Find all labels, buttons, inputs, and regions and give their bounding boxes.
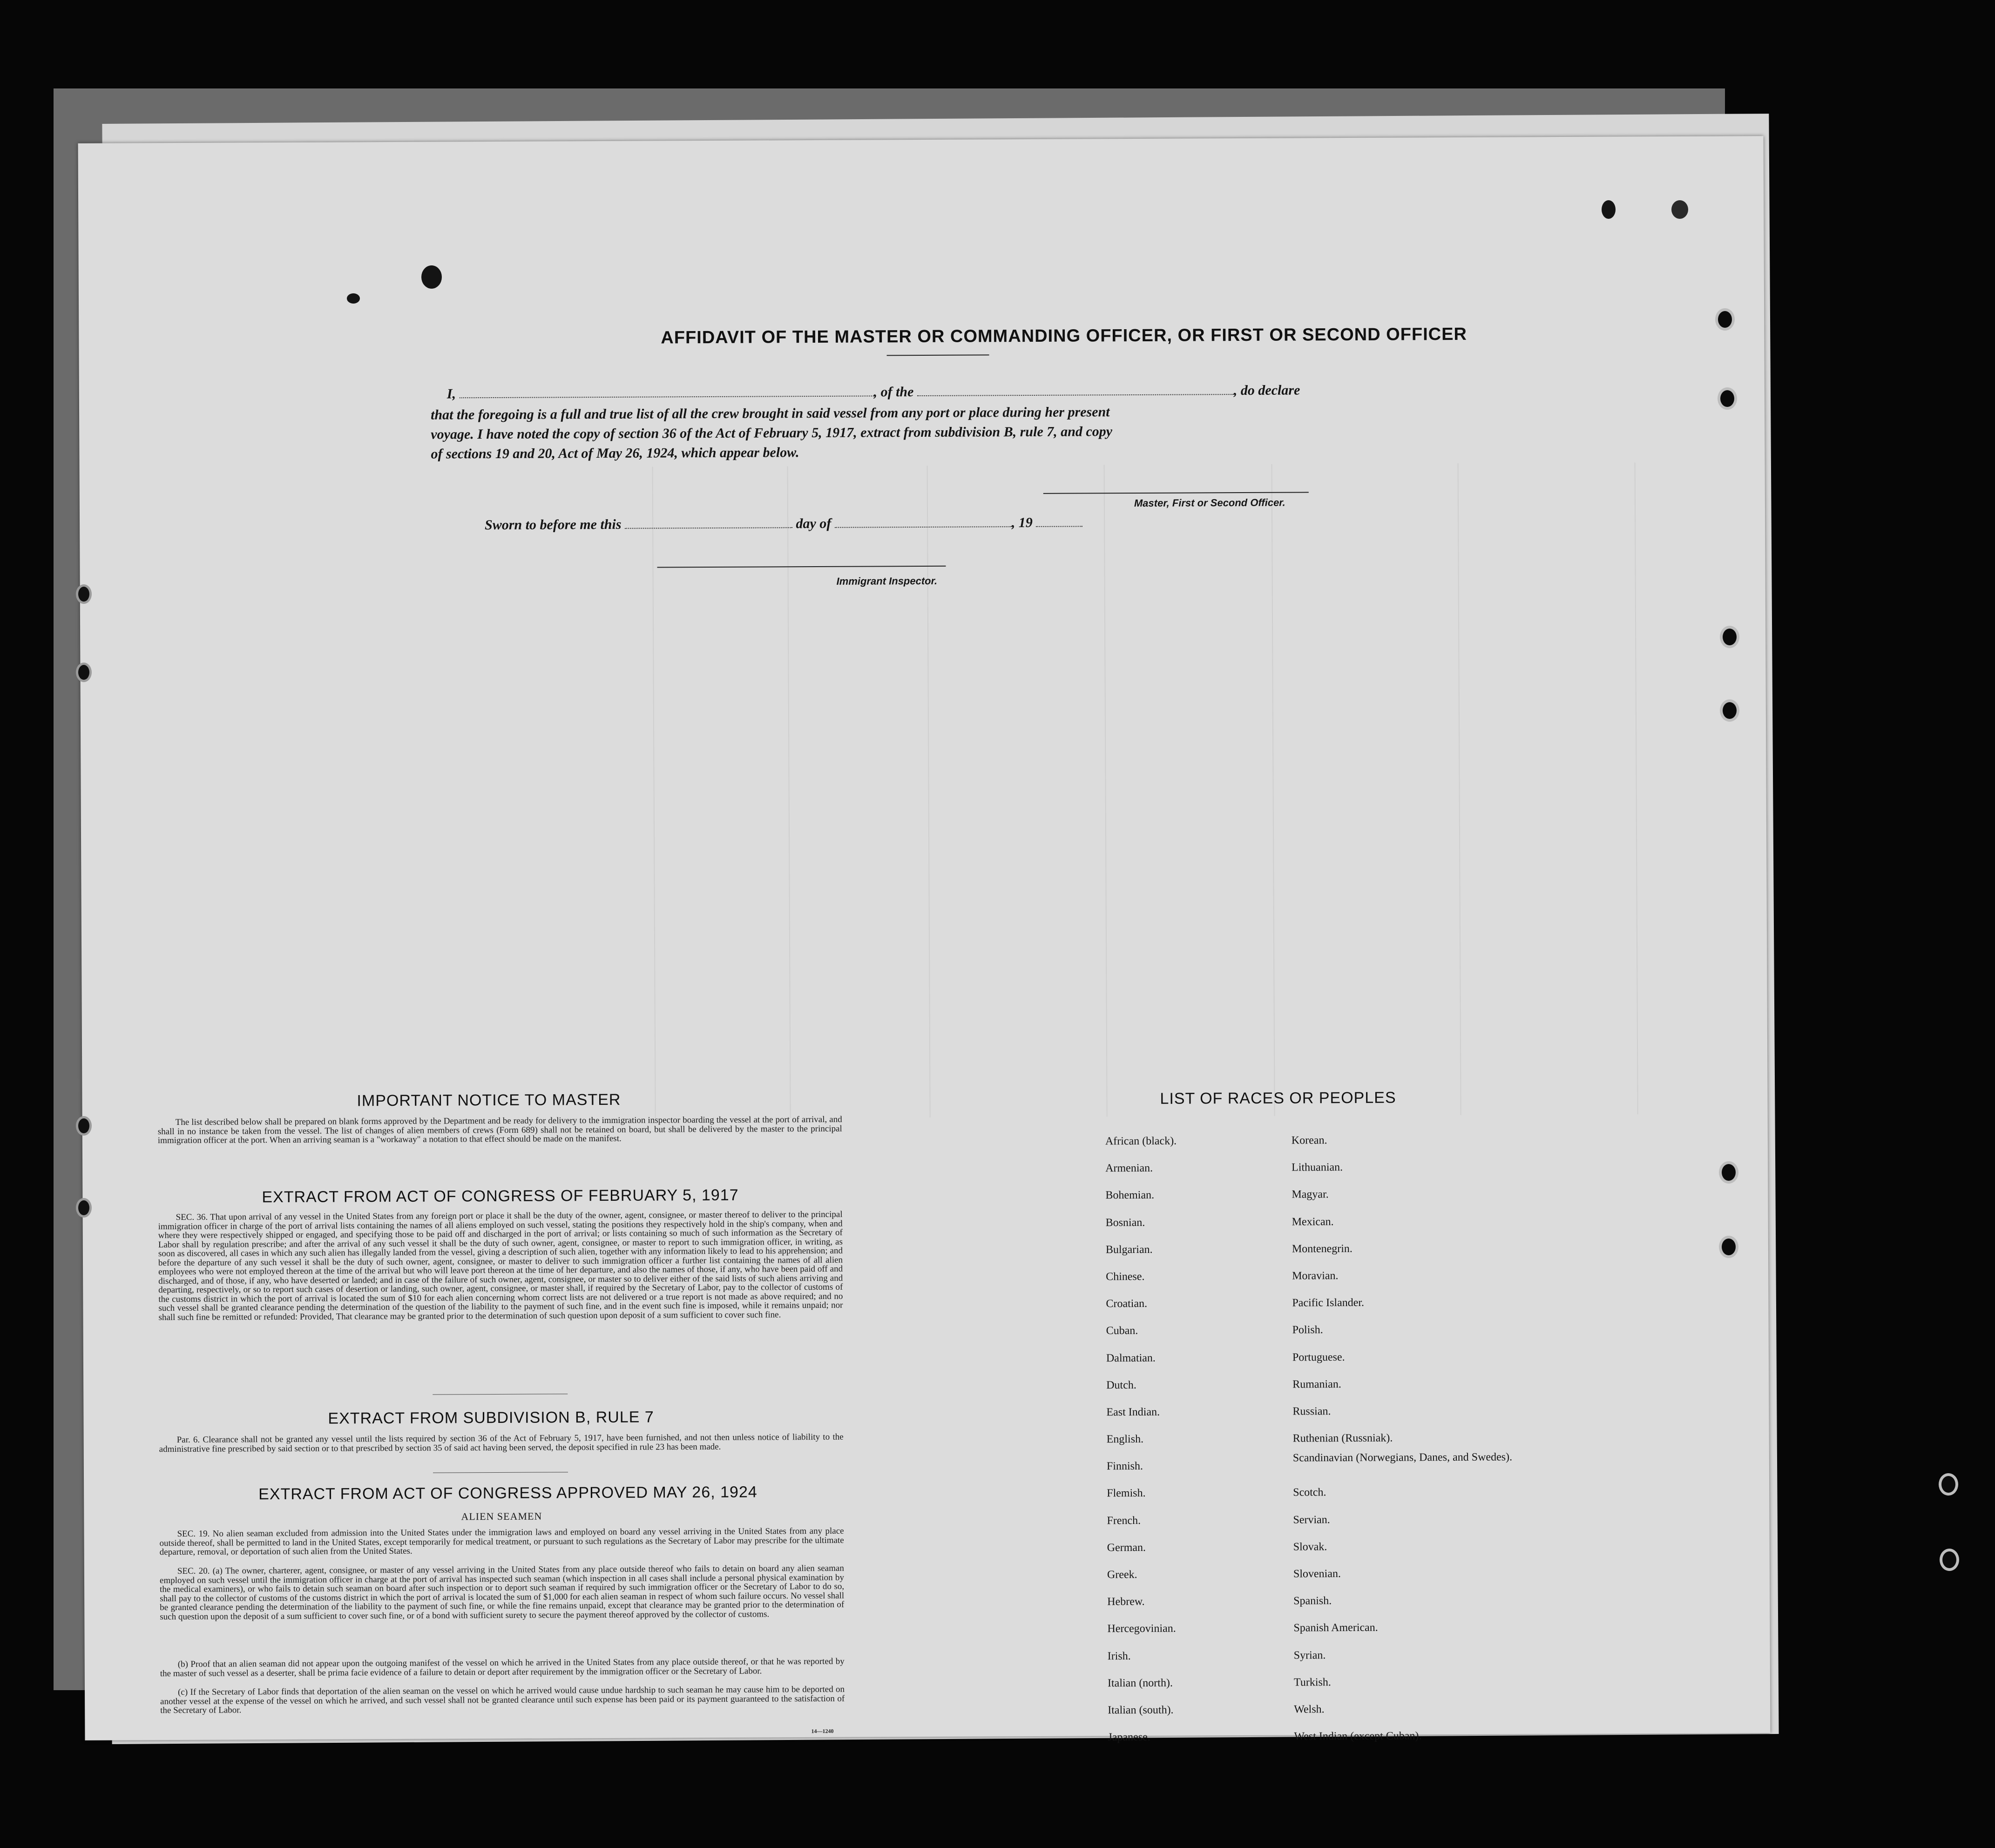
binder-hole xyxy=(1723,702,1737,719)
bleed-line xyxy=(927,466,931,1117)
binder-hole xyxy=(78,587,89,602)
races-right-column xyxy=(1292,1126,1514,1750)
race-item: Flemish. xyxy=(1107,1487,1146,1500)
master-signature-line[interactable] xyxy=(1043,492,1309,494)
race-item: Mexican. xyxy=(1292,1215,1334,1228)
races-title: LIST OF RACES OR PEOPLES xyxy=(1160,1089,1396,1108)
sworn-line: Sworn to before me this day of , 19 xyxy=(485,515,1082,534)
race-item: Greek. xyxy=(1107,1569,1137,1581)
race-item: Bulgarian. xyxy=(1105,1243,1153,1256)
race-item: Irish. xyxy=(1107,1650,1131,1662)
binder-hole xyxy=(1720,390,1734,407)
binder-hole xyxy=(1718,311,1732,328)
affidavit-line-2: that the foregoing is a full and true list of all the crew brought in said vessel from any port or place during her present xyxy=(431,404,1110,423)
bleed-line xyxy=(1635,462,1638,1114)
ink-blot xyxy=(347,293,360,304)
race-item: Welsh. xyxy=(1294,1703,1325,1716)
race-item: Hercegovinian. xyxy=(1107,1623,1176,1635)
race-item: Polish. xyxy=(1292,1324,1323,1336)
race-item: Lithuanian. xyxy=(1292,1161,1343,1174)
extract-1917-title: EXTRACT FROM ACT OF CONGRESS OF FEBRUARY 5, 1917 xyxy=(262,1186,739,1206)
bleed-line xyxy=(652,467,656,1119)
race-item: German. xyxy=(1107,1541,1146,1554)
race-item: Servian. xyxy=(1293,1513,1330,1526)
form-number: 14—1240 xyxy=(811,1727,834,1735)
race-item: Turkish. xyxy=(1293,1676,1331,1689)
race-item: Moravian. xyxy=(1292,1270,1339,1282)
race-item: Italian (south). xyxy=(1108,1704,1174,1717)
race-item: African (black). xyxy=(1105,1135,1177,1148)
race-item: Dutch. xyxy=(1106,1379,1136,1391)
race-item: Armenian. xyxy=(1105,1162,1153,1175)
bleed-line xyxy=(1271,464,1275,1116)
race-item: Japanese. xyxy=(1108,1731,1150,1744)
binder-hole xyxy=(78,1200,89,1215)
race-item: Korean. xyxy=(1291,1134,1327,1147)
race-item: Rumanian. xyxy=(1292,1378,1341,1391)
ink-blot xyxy=(421,265,442,289)
binder-hole xyxy=(78,1118,89,1133)
race-item: Spanish American. xyxy=(1293,1622,1378,1634)
sec-20b-body: (b) Proof that an alien seaman did not appear upon the outgoing manifest of the vessel on which he arrived in the United States from any place outside thereof, or that he was reported by the master of such vessel as a deserter, shall be prima facie evidence of a failure to detain or deport after requirement by the immigration officer or the Secretary of Labor. xyxy=(160,1656,845,1679)
binder-hole xyxy=(1941,1476,1955,1493)
inspector-signature-line[interactable] xyxy=(657,566,946,568)
race-item: Chinese. xyxy=(1106,1270,1145,1283)
sec-20c-body: (c) If the Secretary of Labor finds that deportation of the alien seaman on the vessel on which he arrived would cause undue hardship to such seaman he may cause him to be deported on another vessel at the expense of the vessel on which he arrived, and such vessel shall not be granted clearance until such expense has been paid or its payment guaranteed to the satisfaction of the Secretary of Labor. xyxy=(160,1684,845,1716)
race-item: Montenegrin. xyxy=(1292,1242,1353,1255)
race-item: French. xyxy=(1107,1514,1141,1527)
bleed-line xyxy=(787,466,791,1118)
race-item: Dalmatian. xyxy=(1106,1352,1156,1364)
inspector-signature-label: Immigrant Inspector. xyxy=(836,575,938,587)
race-item: Spanish. xyxy=(1293,1595,1332,1607)
race-item: West Indian (except Cuban). xyxy=(1294,1730,1422,1743)
race-item: Slovak. xyxy=(1293,1541,1327,1553)
extract-1924-title: EXTRACT FROM ACT OF CONGRESS APPROVED MAY 26, 1924 xyxy=(258,1483,757,1503)
notice-title: IMPORTANT NOTICE TO MASTER xyxy=(357,1090,621,1110)
alien-seamen-subtitle: ALIEN SEAMEN xyxy=(461,1510,542,1523)
race-item: Scotch. xyxy=(1293,1486,1326,1499)
race-item: Slovenian. xyxy=(1293,1568,1341,1580)
sec-19-body: SEC. 19. No alien seaman excluded from admission into the United States under the immigration laws and employed on board any vessel arriving in the United States from any place outside thereof, shall be permitted to land in the United States, except temporarily for medical treatment, or pursuant to such regulations as the Secretary of Labor may prescribe for the ultimate departure, removal, or deportation of such alien from the United States. xyxy=(159,1526,844,1557)
race-item: Croatian. xyxy=(1106,1298,1148,1310)
extract-rule7-title: EXTRACT FROM SUBDIVISION B, RULE 7 xyxy=(328,1408,654,1428)
race-item: East Indian. xyxy=(1106,1406,1160,1419)
race-item: Finnish. xyxy=(1106,1460,1143,1473)
ink-blot xyxy=(1671,200,1688,219)
race-item: Pacific Islander. xyxy=(1292,1297,1365,1309)
binder-hole xyxy=(1722,1239,1736,1255)
bleed-line xyxy=(1458,463,1461,1115)
binder-hole xyxy=(1942,1551,1956,1568)
section-divider xyxy=(433,1472,568,1473)
race-item: Portuguese. xyxy=(1292,1351,1345,1364)
races-left-column xyxy=(1105,1128,1179,1751)
affidavit-line-4: of sections 19 and 20, Act of May 26, 1924, which appear below. xyxy=(431,445,799,462)
race-item: English. xyxy=(1106,1433,1144,1446)
ink-blot xyxy=(1602,200,1616,219)
affidavit-title: AFFIDAVIT OF THE MASTER OR COMMANDING OFFICER, OR FIRST OR SECOND OFFICER xyxy=(661,324,1468,348)
race-item: Bohemian. xyxy=(1105,1189,1155,1202)
binder-hole xyxy=(1723,629,1737,645)
race-item: Magyar. xyxy=(1292,1188,1329,1201)
manifest-page xyxy=(78,136,1771,1744)
race-item: Scandinavian (Norwegians, Danes, and Swedes). xyxy=(1292,1451,1513,1464)
binder-hole xyxy=(78,665,89,680)
race-item: Italian (north). xyxy=(1107,1677,1173,1690)
notice-body: The list described below shall be prepared on blank forms approved by the Department and be ready for delivery to the immigration inspector boarding the vessel at the port of arrival, and shall in no instance be taken from the vessel. The list of changes of alien members of crews (Form 689) shall not be retained on board, but shall be delivered by the master to the principal immigration officer at the port. When an arriving seaman is a "workaway" a notation to that effect should be made on the manifest. xyxy=(157,1114,842,1146)
race-item: Syrian. xyxy=(1293,1649,1326,1662)
race-item: Russian. xyxy=(1292,1405,1331,1418)
affidavit-line-1: I, , of the , do declare xyxy=(446,382,1300,402)
bleed-line xyxy=(1104,465,1108,1117)
binder-hole xyxy=(1722,1164,1736,1181)
title-rule xyxy=(887,354,989,356)
master-signature-label: Master, First or Second Officer. xyxy=(1134,496,1285,509)
race-item: Hebrew. xyxy=(1107,1596,1145,1608)
race-item: Bosnian. xyxy=(1105,1216,1145,1229)
extract-rule7-body: Par. 6. Clearance shall not be granted any vessel until the lists required by section 36 of the Act of February 5, 1917, have been furnished, and not then unless notice of liability to the administrative fine prescribed by said section or to that prescribed by section 35 of said act having been served, the deposit specified in rule 23 has been made. xyxy=(159,1432,844,1454)
race-item: Cuban. xyxy=(1106,1325,1138,1337)
sec-20a-body: SEC. 20. (a) The owner, charterer, agent, consignee, or master of any vessel arriving in the United States from any place outside thereof who fails to detain on board any alien seaman employed on such vessel until the immigration officer in charge at the port of arrival has inspected such seaman (which inspection in all cases shall include a personal physical examination by the medical examiners), or who fails to detain such seaman on board after such inspection or to deport such seaman if required by such immigration officer or the Secretary of Labor to do so, shall pay to the collector of customs of the customs district in which the port of arrival is located the sum of $1,000 for each alien seaman in respect of whom such failure occurs. No vessel shall be granted clearance pending the determination of the liability to the payment of such fine, or while the fine remains unpaid, except that clearance may be granted prior to the determination of such question upon the deposit of a sum sufficient to cover such fine, or of a bond with sufficient surety to secure the payment thereof approved by the collector of customs. xyxy=(159,1563,845,1622)
race-item: Ruthenian (Russniak). xyxy=(1292,1432,1393,1445)
affidavit-line-3: voyage. I have noted the copy of section 36 of the Act of February 5, 1917, extract from subdivision B, rule 7, and copy xyxy=(431,424,1113,442)
extract-1917-body: SEC. 36. That upon arrival of any vessel in the United States from any foreign port or place it shall be the duty of the owner, agent, consignee, or master thereof to deliver to the principal immigration officer in charge of the port of arrival lists containing the names of all aliens employed on such vessel, stating the positions they respectively hold in the ship's company, when and where they were respectively shipped or engaged, and specifying those to be paid off and discharged in the port of arrival; or lists containing so much of such information as the Secretary of Labor shall by regulation prescribe; and after the arrival of any such vessel it shall be the duty of such owner, agent, consignee, or master to report to such immigration officer, in writing, as soon as discovered, all cases in which any such alien has illegally landed from the vessel, giving a description of such alien, together with any information likely to lead to his apprehension; and before the departure of any such vessel it shall be the duty of such owner, agent, consignee, or master to deliver to such immigration officer a further list containing the names of all alien employees who were not employed thereon at the time of the arrival but who will leave port thereon at the time of her departure, and also the names of those, if any, who have been paid off and discharged, and of those, if any, who have deserted or landed; and in case of the failure of such owner, agent, consignee, or master so to deliver either of the said lists of such aliens arriving and departing, respectively, or so to report such cases of desertion or landing, such owner, agent, consignee, or master shall, if required by the Secretary of Labor, pay to the collector of customs of the customs district in which the port of arrival is located the sum of $10 for each alien concerning whom correct lists are not delivered or a true report is not made as above required; and no such vessel shall be granted clearance pending the determination of the question of the liability to the payment of such fine, and in the event such fine is imposed, while it remains unpaid; nor shall such fine be remitted or refunded: Provided, That clearance may be granted prior to the determination of such question upon deposit of a sum sufficient to cover such fine. xyxy=(158,1209,843,1322)
